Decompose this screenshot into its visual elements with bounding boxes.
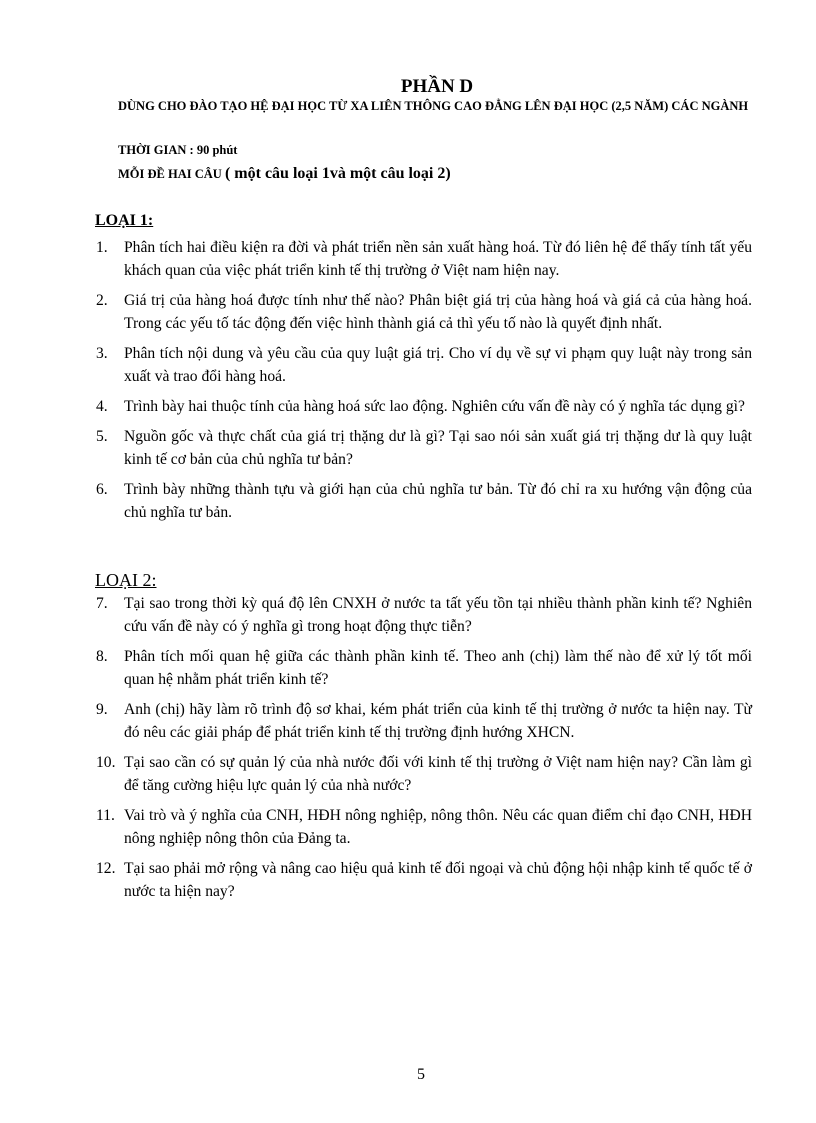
question-text: Phân tích hai điều kiện ra đời và phát triển nền sản xuất hàng hoá. Từ đó liên hệ để thấy tính tất yếu khách quan của việc phát triển kinh tế thị trường ở Việt nam hiện nay. — [124, 239, 752, 279]
page-number: 5 — [417, 1066, 425, 1083]
question-item — [96, 342, 752, 388]
question-item — [96, 425, 752, 471]
question-item — [96, 289, 752, 335]
question-number: 8. — [96, 648, 108, 665]
question-item — [96, 395, 752, 418]
exam-time: THỜI GIAN : 90 phút — [118, 143, 238, 157]
question-number: 11. — [96, 807, 115, 824]
question-number: 10. — [96, 754, 116, 771]
question-text: Tại sao trong thời kỳ quá độ lên CNXH ở nước ta tất yếu tồn tại nhiều thành phần kinh tế? Nghiên cứu vấn đề này có ý nghĩa gì trong hoạt động thực tiễn? — [124, 595, 752, 635]
question-number: 4. — [96, 398, 108, 415]
question-number: 1. — [96, 239, 108, 256]
exam-rule-prefix: MỖI ĐỀ HAI CÂU — [118, 167, 222, 181]
question-text: Tại sao cần có sự quản lý của nhà nước đối với kinh tế thị trường ở Việt nam hiện nay? Cần làm gì để tăng cường hiệu lực quản lý của nhà nước? — [124, 754, 752, 794]
question-text: Nguồn gốc và thực chất của giá trị thặng dư là gì? Tại sao nói sản xuất giá trị thặng dư là quy luật kinh tế cơ bản của chủ nghĩa tư bản? — [124, 428, 752, 468]
question-number: 3. — [96, 345, 108, 362]
question-number: 12. — [96, 860, 116, 877]
question-text: Phân tích nội dung và yêu cầu của quy luật giá trị. Cho ví dụ về sự vi phạm quy luật này trong sản xuất và trao đổi hàng hoá. — [124, 345, 752, 385]
question-item — [96, 751, 752, 797]
question-item — [96, 645, 752, 691]
page-title: PHẦN D — [400, 76, 474, 97]
question-number: 5. — [96, 428, 108, 445]
question-text: Anh (chị) hãy làm rõ trình độ sơ khai, kém phát triển của kinh tế thị trường ở nước ta hiện nay. Từ đó nêu các giải pháp để phát triển kinh tế thị trường định hướng XHCN. — [124, 701, 752, 741]
question-number: 9. — [96, 701, 108, 718]
question-text: Giá trị của hàng hoá được tính như thế nào? Phân biệt giá trị của hàng hoá và giá cả của hàng hoá. Trong các yếu tố tác động đến việc hình thành giá cả thì yếu tố nào là quyết định nhất. — [124, 292, 752, 332]
question-item — [96, 236, 752, 282]
question-item — [96, 804, 752, 850]
question-text: Tại sao phải mở rộng và nâng cao hiệu quả kinh tế đối ngoại và chủ động hội nhập kinh tế quốc tế ở nước ta hiện nay? — [124, 860, 752, 900]
question-item — [96, 698, 752, 744]
question-number: 7. — [96, 595, 108, 612]
question-text: Trình bày những thành tựu và giới hạn của chủ nghĩa tư bản. Từ đó chỉ ra xu hướng vận động của chủ nghĩa tư bản. — [124, 481, 752, 521]
section-heading-loai-1: LOẠI 1: — [95, 212, 154, 229]
question-text: Trình bày hai thuộc tính của hàng hoá sức lao động. Nghiên cứu vấn đề này có ý nghĩa tác dụng gì? — [124, 398, 745, 415]
question-number: 2. — [96, 292, 108, 309]
question-item — [96, 857, 752, 903]
question-item — [96, 592, 752, 638]
question-number: 6. — [96, 481, 108, 498]
question-list-loai-1 — [96, 236, 752, 531]
question-text: Phân tích mối quan hệ giữa các thành phần kinh tế. Theo anh (chị) làm thế nào để xử lý tốt mối quan hệ nhằm phát triển kinh tế? — [124, 648, 752, 688]
section-heading-loai-2: LOẠI 2: — [95, 570, 157, 590]
exam-rule — [118, 163, 758, 185]
question-text: Vai trò và ý nghĩa của CNH, HĐH nông nghiệp, nông thôn. Nêu các quan điểm chỉ đạo CNH, HĐH nông nghiệp nông thôn của Đảng ta. — [124, 807, 752, 847]
question-item — [96, 478, 752, 524]
question-list-loai-2 — [96, 592, 752, 910]
subtitle-audience: DÙNG CHO ĐÀO TẠO HỆ ĐẠI HỌC TỪ XA LIÊN THÔNG CAO ĐẲNG LÊN ĐẠI HỌC (2,5 NĂM) CÁC NGÀNH — [118, 99, 749, 113]
exam-rule-detail: ( một câu loại 1và một câu loại 2) — [224, 165, 451, 182]
